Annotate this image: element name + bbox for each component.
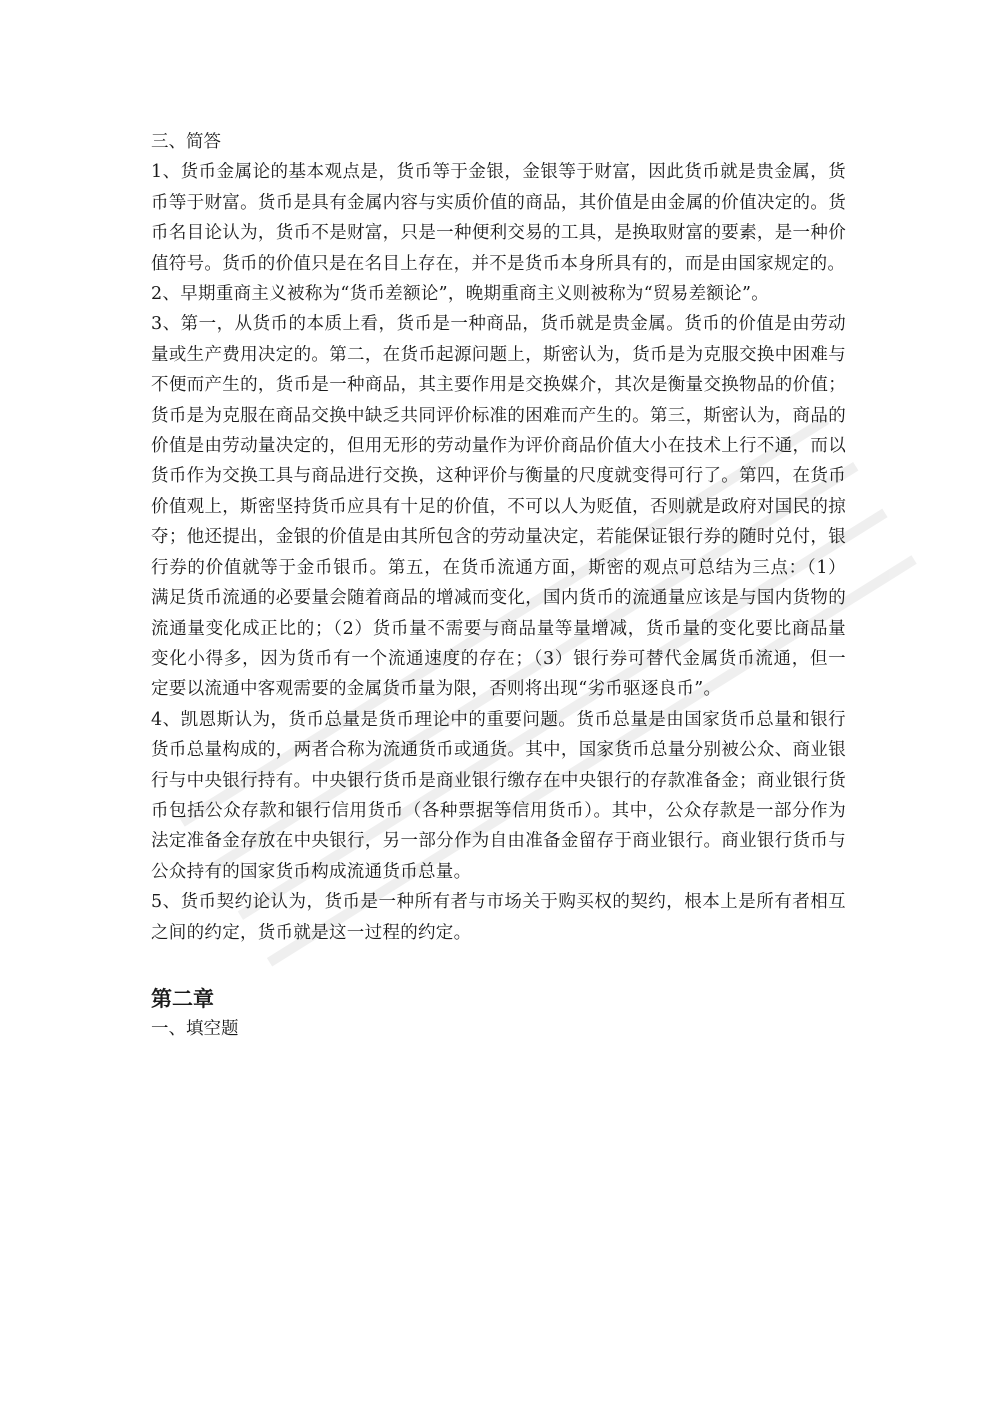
document-body [151, 127, 846, 1044]
chapter-subheading: 一、填空题 [151, 1018, 239, 1039]
answer-paragraph-5: 5、货币契约论认为，货币是一种所有者与市场关于购买权的契约，根本上是所有者相互之间的约定，货币就是这一过程的约定。 [151, 892, 846, 943]
answer-paragraph-4: 4、凯恩斯认为，货币总量是货币理论中的重要问题。货币总量是由国家货币总量和银行货币总量构成的，两者合称为流通货币或通货。其中，国家货币总量分别被公众、商业银行与中央银行持有。中央银行货币是商业银行缴存在中央银行的存款准备金；商业银行货币包括公众存款和银行信用货币（各种票据等信用货币）。其中，公众存款是一部分作为法定准备金存放在中央银行，另一部分作为自由准备金留存于商业银行。商业银行货币与公众持有的国家货币构成流通货币总量。 [151, 709, 846, 882]
answer-paragraph-2: 2、早期重商主义被称为“货币差额论”，晚期重商主义则被称为“贸易差额论”。 [151, 284, 770, 305]
answer-paragraph-1: 1、货币金属论的基本观点是，货币等于金银，金银等于财富，因此货币就是贵金属，货币等于财富。货币是具有金属内容与实质价值的商品，其价值是由金属的价值决定的。货币名目论认为，货币不是财富，只是一种便利交易的工具，是换取财富的要素，是一种价值符号。货币的价值只是在名目上存在，并不是货币本身所具有的，而是由国家规定的。 [151, 162, 846, 274]
answer-paragraph-3: 3、第一，从货币的本质上看，货币是一种商品，货币就是贵金属。货币的价值是由劳动量或生产费用决定的。第二，在货币起源问题上，斯密认为，货币是为克服交换中困难与不便而产生的，货币是一种商品，其主要作用是交换媒介，其次是衡量交换物品的价值；货币是为克服在商品交换中缺乏共同评价标准的困难而产生的。第三，斯密认为，商品的价值是由劳动量决定的，但用无形的劳动量作为评价商品价值大小在技术上行不通，而以货币作为交换工具与商品进行交换，这种评价与衡量的尺度就变得可行了。第四，在货币价值观上，斯密坚持货币应具有十足的价值，不可以人为贬值，否则就是政府对国民的掠夺；他还提出，金银的价值是由其所包含的劳动量决定，若能保证银行券的随时兑付，银行券的价值就等于金币银币。第五，在货币流通方面，斯密的观点可总结为三点：（1）满足货币流通的必要量会随着商品的增减而变化，国内货币的流通量应该是与国内货物的流通量变化成正比的；（2）货币量不需要与商品量等量增减，货币量的变化要比商品量变化小得多，因为货币有一个流通速度的存在；（3）银行券可替代金属货币流通，但一定要以流通中客观需要的金属货币量为限，否则将出现“劣币驱逐良币”。 [151, 314, 846, 700]
section-heading: 三、简答 [151, 132, 221, 152]
chapter-title: 第二章 [151, 986, 214, 1011]
